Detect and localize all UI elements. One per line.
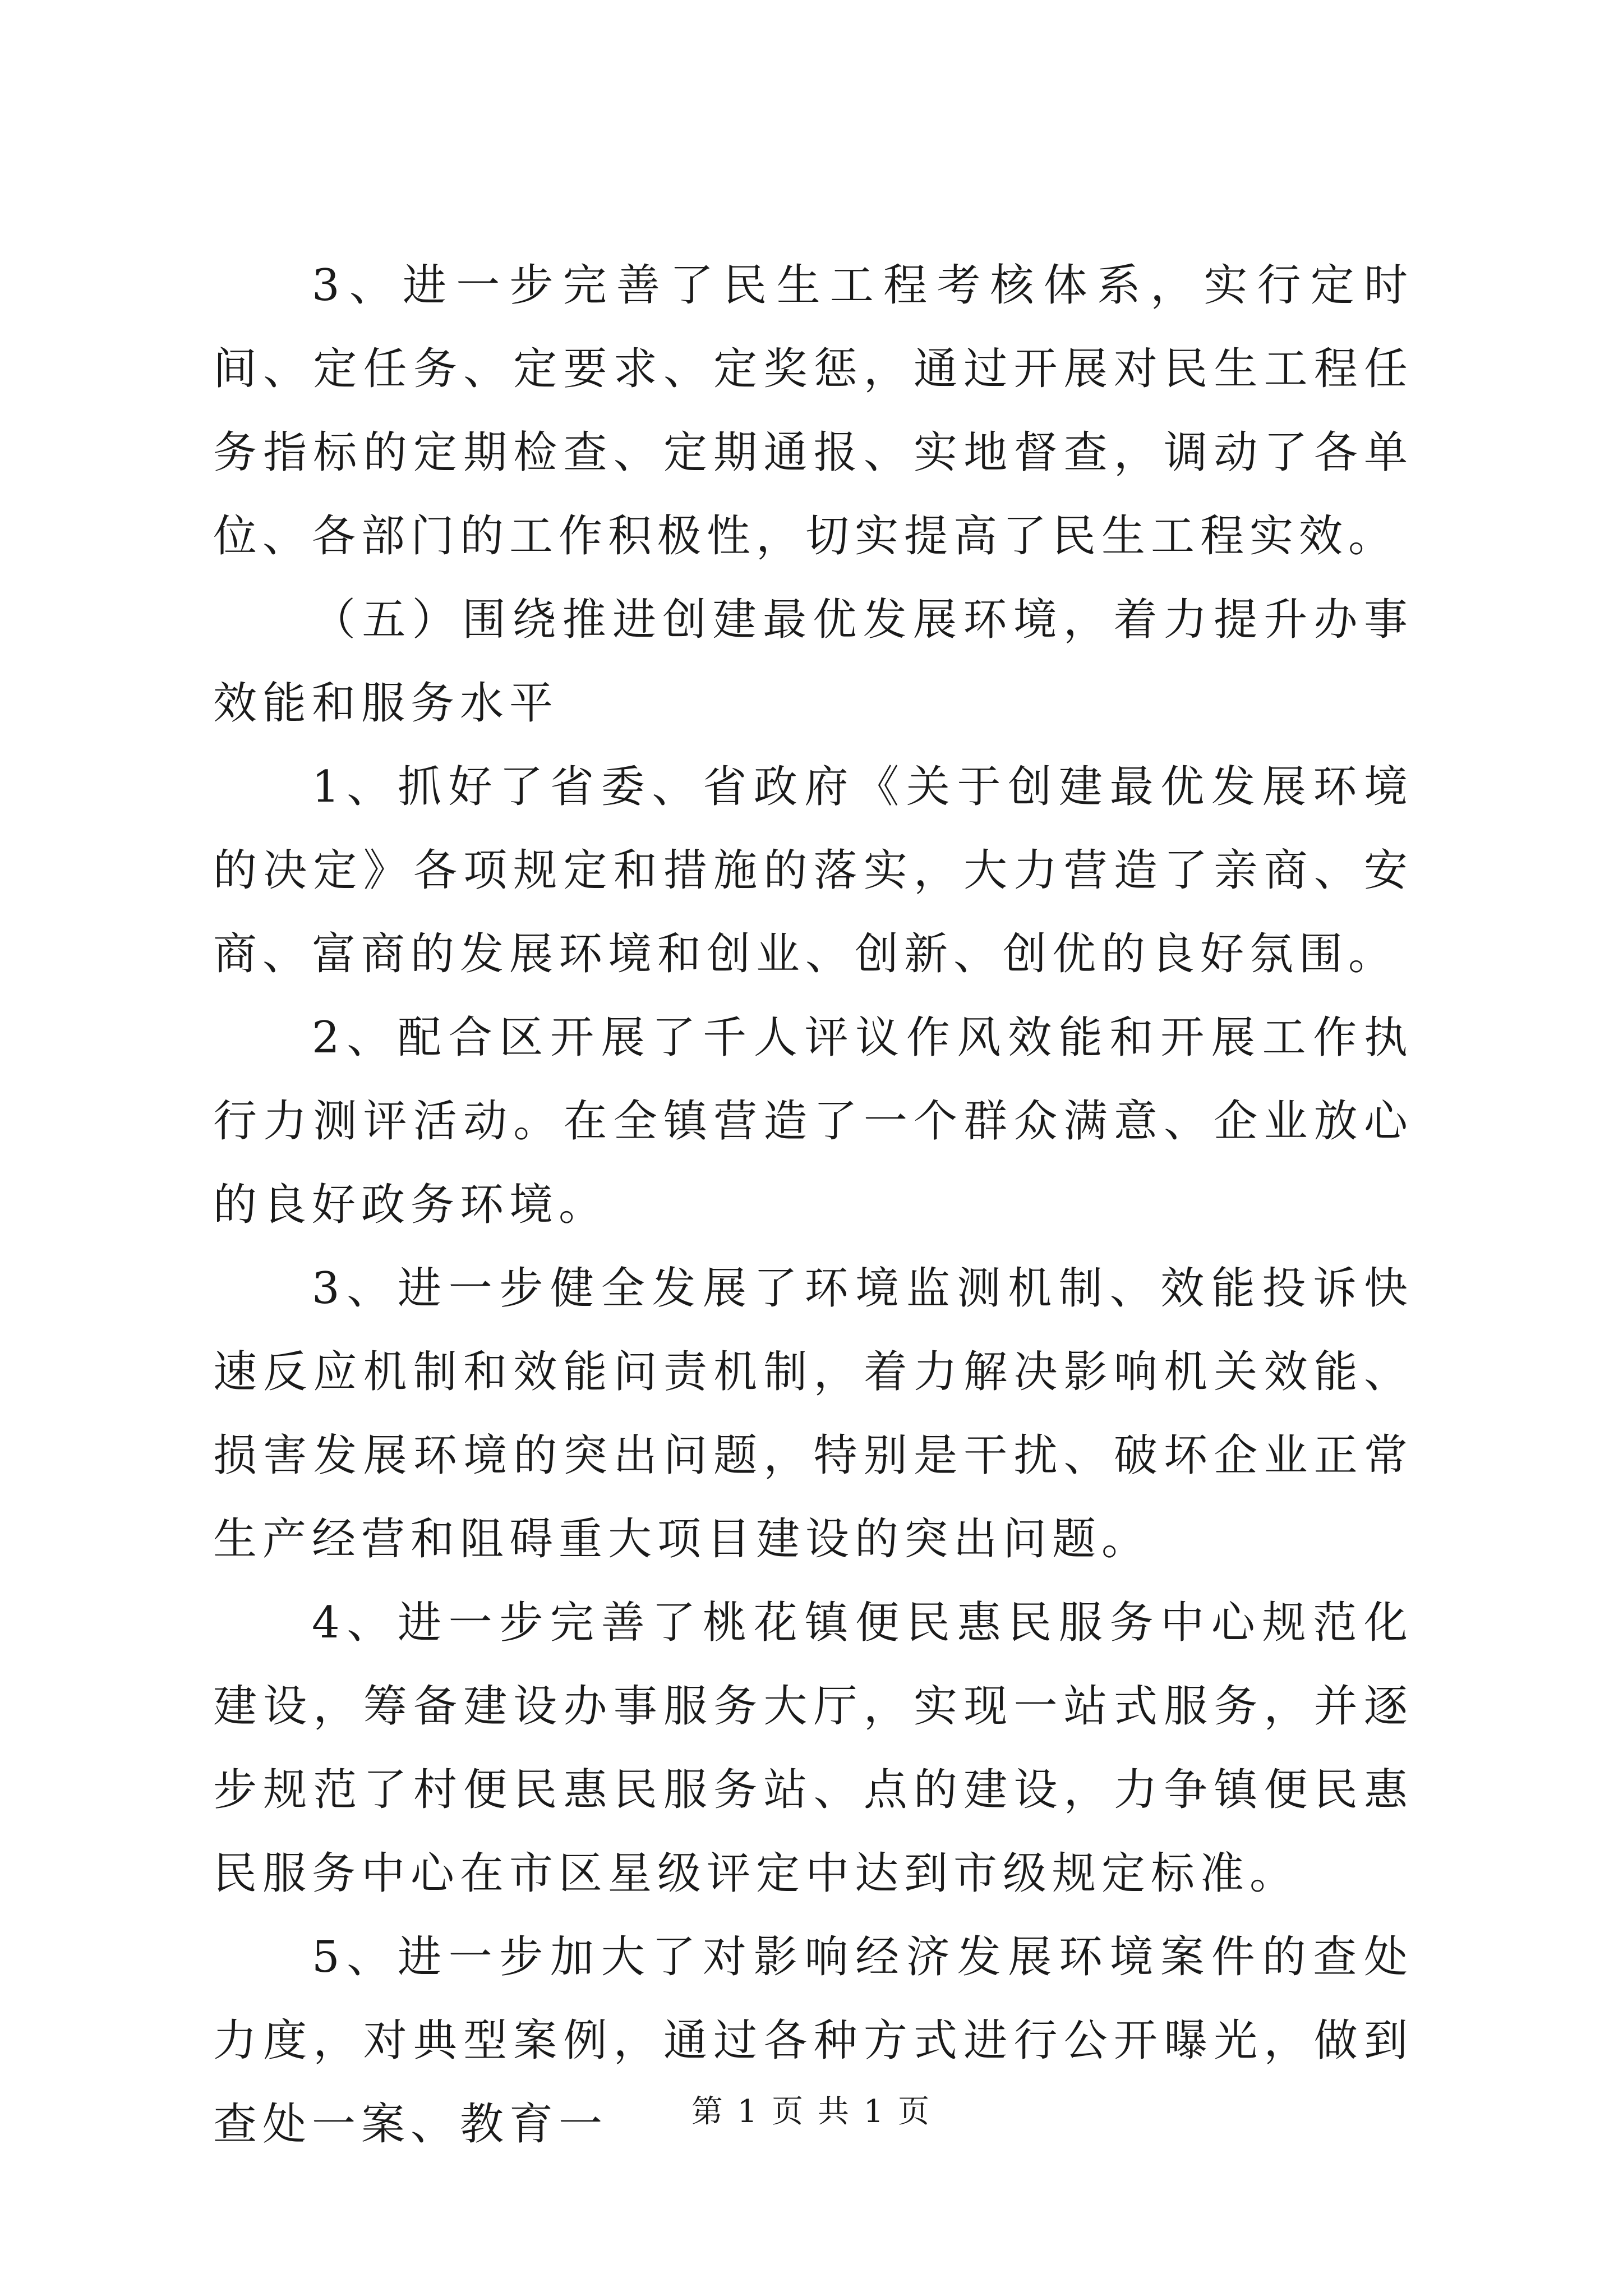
- paragraph-item-3b: 3、进一步健全发展了环境监测机制、效能投诉快速反应机制和效能问责机制，着力解决影响机关效能、损害发展环境的突出问题，特别是干扰、破坏企业正常生产经营和阻碍重大项目建设的突出问题。: [213, 1263, 1413, 1565]
- paragraph-item-3: 3、进一步完善了民生工程考核体系，实行定时间、定任务、定要求、定奖惩，通过开展对民生工程任务指标的定期检查、定期通报、实地督查，调动了各单位、各部门的工作积极性，切实提高了民生工程实效。: [213, 260, 1413, 562]
- section-heading-5: （五）围绕推进创建最优发展环境，着力提升办事效能和服务水平: [213, 595, 1413, 729]
- paragraph-item-4: 4、进一步完善了桃花镇便民惠民服务中心规范化建设，筹备建设办事服务大厅，实现一站式服务，并逐步规范了村便民惠民服务站、点的建设，力争镇便民惠民服务中心在市区星级评定中达到市级规定标准。: [213, 1598, 1413, 1899]
- paragraph-item-2: 2、配合区开展了千人评议作风效能和开展工作执行力测评活动。在全镇营造了一个群众满意、企业放心的良好政务环境。: [213, 1013, 1413, 1230]
- page-number-footer: 第 1 页 共 1 页: [691, 2093, 932, 2130]
- document-body: [213, 244, 1413, 2166]
- paragraph-item-1: 1、抓好了省委、省政府《关于创建最优发展环境的决定》各项规定和措施的落实，大力营造了亲商、安商、富商的发展环境和创业、创新、创优的良好氛围。: [213, 762, 1413, 979]
- paragraph-item-5: 5、进一步加大了对影响经济发展环境案件的查处力度，对典型案例，通过各种方式进行公开曝光，做到查处一案、教育一: [213, 1932, 1413, 2150]
